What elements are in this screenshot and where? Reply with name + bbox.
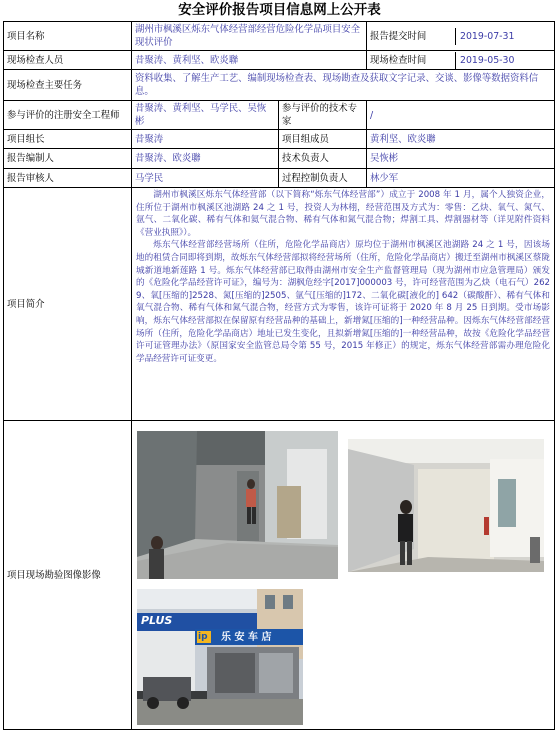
value-experts: / [367, 101, 555, 130]
row-intro [4, 188, 555, 421]
label-photos: 项目现场勘验图像影像 [4, 421, 132, 730]
label-members: 项目组成员 [279, 130, 367, 149]
sign-brand: PLUS [141, 614, 173, 627]
value-submit-time: 2019-07-31 [460, 30, 515, 42]
label-process-lead: 过程控制负责人 [279, 169, 367, 188]
value-tech-lead: 吴恢彬 [367, 149, 555, 169]
value-inspectors: 昔聚涛、黄利坚、欧炎聯 [132, 51, 367, 70]
inspect-time-cell [367, 51, 555, 70]
row-engineers [4, 101, 555, 130]
value-inspect-time: 2019-05-30 [460, 54, 515, 66]
info-table [3, 21, 555, 730]
value-main-tasks: 资料收集、了解生产工艺、编制现场检查表、现场勘查及获取文字记录、交谈、影像等数据资料信息。 [132, 70, 555, 101]
label-inspect-time: 现场检查时间 [367, 52, 456, 69]
value-project-name: 湖州市枫溪区烁东气体经营部经营危险化学品项目安全现状评价 [132, 22, 367, 51]
site-photo-3 [137, 589, 303, 725]
value-leader: 昔聚涛 [132, 130, 279, 149]
row-main-tasks [4, 70, 555, 101]
label-experts: 参与评价的技术专家 [279, 101, 367, 130]
label-engineers: 参与评价的注册安全工程师 [4, 101, 132, 130]
value-members: 黄利坚、欧炎聯 [367, 130, 555, 149]
label-tech-lead: 技术负责人 [279, 149, 367, 169]
page-title: 安全评价报告项目信息网上公开表 [178, 2, 381, 18]
value-writer: 昔聚涛、欧炎聯 [132, 149, 279, 169]
label-main-tasks: 现场检查主要任务 [4, 70, 132, 101]
sign-logo: ip [198, 632, 208, 642]
label-writer: 报告编制人 [4, 149, 132, 169]
row-inspectors [4, 51, 555, 70]
site-photo-2 [348, 439, 544, 572]
label-submit-time: 报告提交时间 [367, 28, 456, 45]
row-photos [4, 421, 555, 730]
value-engineers: 昔聚涛、黄利坚、马学民、吴恢彬 [132, 101, 279, 130]
label-intro: 项目简介 [4, 188, 132, 421]
intro-paragraph-1: 湖州市枫溪区烁东气体经营部（以下简称“烁东气体经营部”）成立于 2008 年 1 月，属个人独资企业，住所位于湖州市枫溪区池湖路 24 之 1 号，投资人为林栩，经营范围及方式为：零售：乙炔、氧气、氮气、氩气、二氧化碳、稀有气体和氦气混合物、稀有气体和氮气混合物；焊割工具、焊割器材等（详见附件资料《营业执照》）。 [136, 190, 550, 238]
row-leader [4, 130, 555, 149]
value-reviewer: 马学民 [132, 169, 279, 188]
sign-shop: 乐 安 车 店 [221, 632, 272, 643]
submit-time-cell [367, 22, 555, 51]
row-writer [4, 149, 555, 169]
row-reviewer [4, 169, 555, 188]
site-photo-1 [137, 431, 338, 579]
label-reviewer: 报告审核人 [4, 169, 132, 188]
label-project-name: 项目名称 [4, 22, 132, 51]
intro-paragraph-2: 烁东气体经营部经营场所（住所，危险化学品商店）原均位于湖州市枫溪区池湖路 24 之 1 号，因该场地的租赁合同即将到期，故烁东气体经营部拟将经营场所（住所，危险化学品商店）搬迁至湖州市枫溪区蔡陇城新道地新莲路 1 号。烁东气体经营部已取得由湖州市安全生产监督管理局（现为湖州市应急管理局）颁发的《危险化学品经营许可证》，编号为：湖枫危经字[2017]000003 号，许可经营范围为乙炔（电石气）2629、氧[压缩的]2528、氮[压缩的]2505、氩气[压缩的]172、二氧化碳[液化的] 642（碳酸酐）、稀有气体和氧气混合物、稀有气体和氮气混合物，经营方式为零售，该许可证将于 2020 年 8 月 25 日到期。受市场影响，烁东气体经营部拟在保留原有经营品种的基础上，新增氮[压缩的]一种经营品种。因烁东气体经营部经营场所（住所，危险化学品商店）地址已发生变化，且拟新增氮[压缩的]一种经营品种，故按《危险化学品经营许可证管理办法》（原国家安全监管总局令第 55 号，2015 年修正）的规定，烁东气体经营部需办理危险化学品经营许可证变更。 [136, 240, 550, 364]
label-inspectors: 现场检查人员 [4, 51, 132, 70]
row-project-name [4, 22, 555, 51]
label-leader: 项目组长 [4, 130, 132, 149]
intro-text [132, 188, 555, 421]
photos-cell [132, 421, 555, 730]
value-process-lead: 林少军 [367, 169, 555, 188]
